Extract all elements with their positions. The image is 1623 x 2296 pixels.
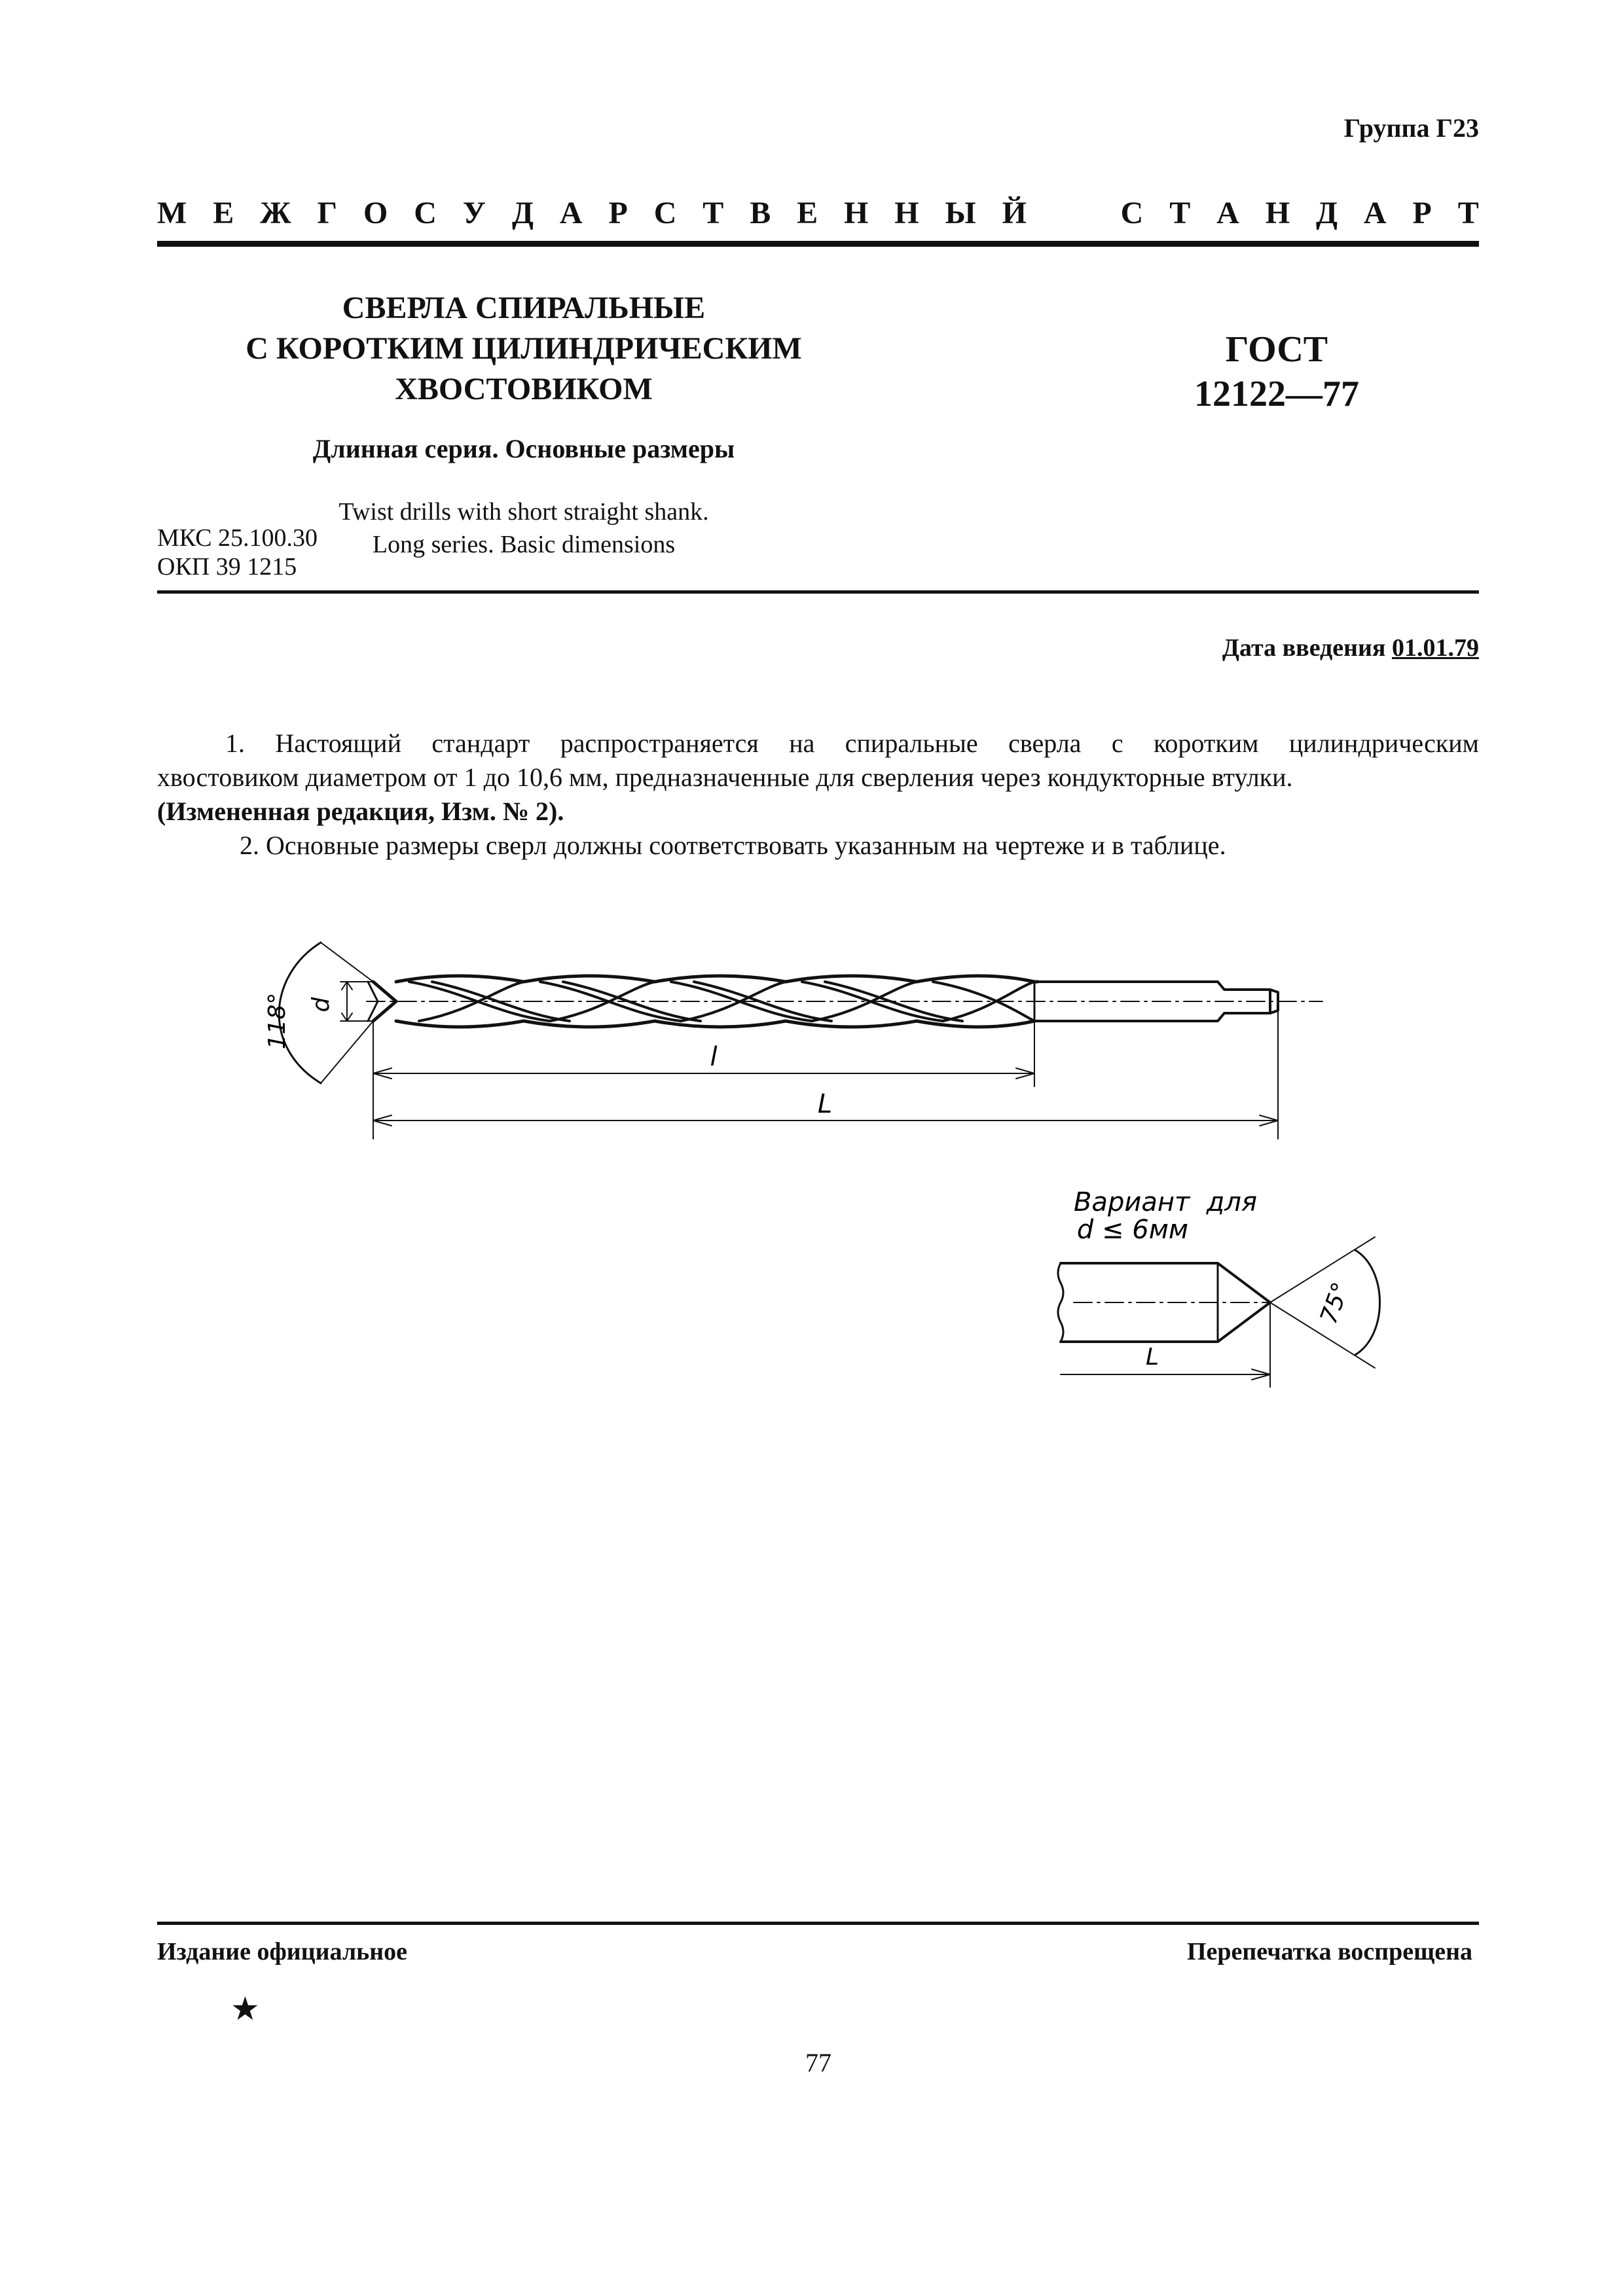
title-line-1: СВЕРЛА СПИРАЛЬНЫЕ xyxy=(342,291,706,325)
banner-letter xyxy=(1053,195,1061,231)
d-label: d xyxy=(308,997,335,1013)
banner-letter: Д xyxy=(511,196,534,230)
angle-118-dimension xyxy=(279,942,373,1083)
banner-letter: С xyxy=(1120,196,1144,230)
banner-letter: Р xyxy=(608,196,628,230)
banner-letter: М xyxy=(157,196,187,230)
banner-letter: Н xyxy=(844,196,869,230)
group-label: Группа Г23 xyxy=(1343,113,1479,143)
title-block xyxy=(196,288,851,561)
page-number: 77 xyxy=(805,2048,831,2077)
variant-label-line-2: d ≤ 6мм xyxy=(1076,1215,1189,1245)
paragraph-2: 2. Основные размеры сверл должны соответствовать указанным на чертеже и в таблице. xyxy=(240,831,1226,860)
title-rule xyxy=(157,590,1479,594)
banner-letter: Т xyxy=(702,196,724,230)
body-text xyxy=(157,726,1479,863)
banner-letter: А xyxy=(1363,196,1387,230)
banner-letter: Е xyxy=(797,196,818,230)
reprint-prohibited-label: Перепечатка воспрещена xyxy=(1186,1938,1472,1965)
L-label: L xyxy=(817,1089,833,1119)
gost-designation xyxy=(1159,327,1395,416)
banner-letter: О xyxy=(363,196,388,230)
title-line-2: С КОРОТКИМ ЦИЛИНДРИЧЕСКИМ ХВОСТОВИКОМ xyxy=(246,331,802,406)
star-icon: ★ xyxy=(230,1990,260,2027)
date-label: Дата введения xyxy=(1222,634,1386,662)
banner-letter: Т xyxy=(1457,196,1479,230)
drill-drawing xyxy=(157,916,1479,1388)
official-edition-label: Издание официальное xyxy=(157,1938,408,1965)
english-title-line-1: Twist drills with short straight shank. xyxy=(338,498,709,526)
drill-figure xyxy=(367,976,1322,1027)
paragraph-1-line-2: хвостовиком диаметром от 1 до 10,6 мм, предназначенные для сверления через кондукторные втулки. xyxy=(157,762,1293,792)
banner-letter: Т xyxy=(1169,196,1191,230)
mks-code: МКС 25.100.30 xyxy=(157,524,318,552)
subtitle: Длинная серия. Основные размеры xyxy=(312,434,735,463)
banner-letter: Д xyxy=(1315,196,1338,230)
banner-letter: Й xyxy=(1002,196,1027,230)
okp-code: ОКП 39 1215 xyxy=(157,553,297,581)
variant-label-line-1: Вариант для xyxy=(1073,1187,1258,1217)
paragraph-1-line-1: 1. Настоящий стандарт распространяется на спиральные сверла с коротким цилиндрическим xyxy=(225,728,1479,758)
standard-banner xyxy=(157,195,1479,231)
banner-letter: Е xyxy=(213,196,234,230)
banner-letter: У xyxy=(462,196,486,230)
banner-letter: Р xyxy=(1412,196,1432,230)
classification-codes xyxy=(157,524,318,581)
angle-75-label: 75° xyxy=(1315,1279,1355,1328)
gost-number: 12122—77 xyxy=(1194,374,1359,414)
gost-label: ГОСТ xyxy=(1225,329,1328,370)
banner-letter: В xyxy=(750,196,771,230)
variant-L-label: L xyxy=(1145,1344,1159,1371)
date-value: 01.01.79 xyxy=(1392,634,1479,662)
footer-rule xyxy=(157,1922,1479,1925)
header-rule xyxy=(157,241,1479,247)
banner-letter xyxy=(1087,195,1095,231)
introduction-date xyxy=(1222,634,1479,662)
l-label: l xyxy=(710,1042,718,1072)
banner-letter: А xyxy=(559,196,583,230)
banner-letter: Ж xyxy=(260,196,291,230)
banner-letter: Н xyxy=(894,196,919,230)
banner-letter: Н xyxy=(1265,196,1290,230)
banner-letter: А xyxy=(1216,196,1239,230)
amendment-note: (Измененная редакция, Изм. № 2). xyxy=(157,797,564,826)
banner-letter: Ы xyxy=(945,196,976,230)
angle-118-label: 118° xyxy=(264,992,291,1050)
banner-letter: С xyxy=(414,196,437,230)
banner-letter: Г xyxy=(317,196,338,230)
english-title-line-2: Long series. Basic dimensions xyxy=(372,531,676,558)
banner-letter: С xyxy=(653,196,677,230)
